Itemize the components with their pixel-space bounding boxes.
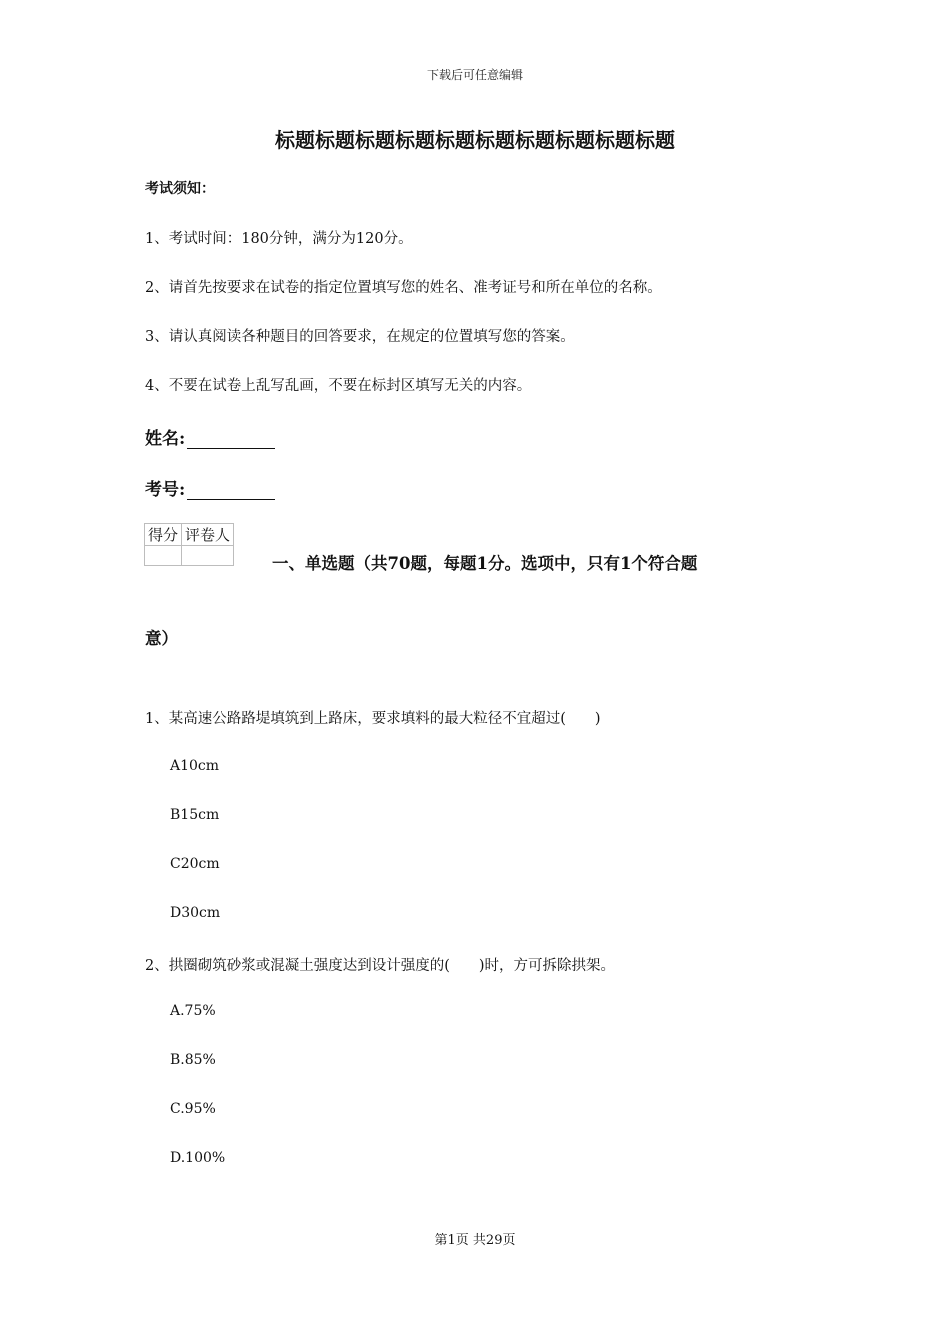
score-header: 得分 bbox=[145, 524, 182, 546]
score-cell[interactable] bbox=[145, 546, 182, 566]
question-option: A10cm bbox=[170, 758, 220, 774]
exam-id-field bbox=[145, 475, 275, 500]
document-title: 标题标题标题标题标题标题标题标题标题标题 bbox=[275, 128, 675, 152]
name-label: 姓名: bbox=[145, 429, 186, 449]
section-title: 一、单选题（共70题，每题1分。选项中，只有1个符合题 bbox=[272, 554, 698, 573]
question-option: B15cm bbox=[170, 807, 220, 823]
section-title-continued: 意） bbox=[145, 629, 178, 648]
notice-item: 2、请首先按要求在试卷的指定位置填写您的姓名、准考证号和所在单位的名称。 bbox=[145, 280, 662, 296]
name-blank[interactable] bbox=[187, 430, 275, 449]
question-option: A.75% bbox=[170, 1003, 216, 1019]
name-field bbox=[145, 424, 275, 449]
question-option: C20cm bbox=[170, 856, 220, 872]
notice-heading: 考试须知： bbox=[145, 181, 215, 197]
notice-item: 3、请认真阅读各种题目的回答要求，在规定的位置填写您的答案。 bbox=[145, 329, 575, 345]
page-footer: 第1页 共29页 bbox=[434, 1233, 516, 1248]
header-note: 下载后可任意编辑 bbox=[426, 68, 523, 82]
notice-item: 1、考试时间：180分钟，满分为120分。 bbox=[145, 231, 413, 247]
question-option: C.95% bbox=[170, 1101, 216, 1117]
question-option: B.85% bbox=[170, 1052, 216, 1068]
exam-id-label: 考号: bbox=[145, 480, 186, 500]
exam-id-blank[interactable] bbox=[187, 481, 275, 500]
question-option: D30cm bbox=[170, 905, 221, 921]
question-text: 2、拱圈砌筑砂浆或混凝土强度达到设计强度的( )时，方可拆除拱架。 bbox=[145, 958, 616, 974]
question-option: D.100% bbox=[170, 1150, 226, 1166]
grader-header: 评卷人 bbox=[182, 524, 234, 546]
notice-item: 4、不要在试卷上乱写乱画，不要在标封区填写无关的内容。 bbox=[145, 378, 532, 394]
score-table bbox=[144, 523, 234, 566]
grader-cell[interactable] bbox=[182, 546, 234, 566]
question-text: 1、某高速公路路堤填筑到上路床，要求填料的最大粒径不宜超过( ) bbox=[145, 711, 601, 727]
